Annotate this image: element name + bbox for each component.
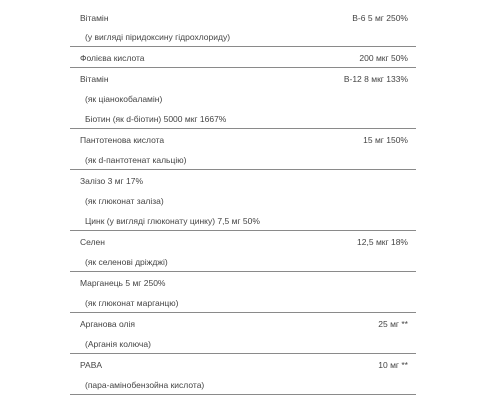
row-vitamin-b12 <box>70 68 416 129</box>
nutrient-amount: 10 мг ** <box>378 360 408 370</box>
row-pantothenic-acid <box>70 129 416 170</box>
nutrient-form: (як глюконат марганцю) <box>85 298 179 308</box>
nutrient-extra: Біотин (як d-біотин) 5000 мкг 1667% <box>85 114 227 124</box>
nutrient-amount: B-6 5 мг 250% <box>352 13 408 23</box>
row-line <box>70 190 416 210</box>
row-line <box>70 47 416 67</box>
row-line <box>70 333 416 353</box>
nutrient-form: (у вигляді піридоксину гідрохлориду) <box>85 32 231 42</box>
row-line <box>70 272 416 292</box>
nutrient-amount: 25 мг ** <box>378 319 408 329</box>
row-line <box>70 251 416 271</box>
row-argan-oil <box>70 313 416 354</box>
nutrient-name: Вітамін <box>80 74 109 84</box>
nutrient-form: (як ціанокобаламін) <box>85 94 163 104</box>
nutrient-form: (як глюконат заліза) <box>85 196 164 206</box>
nutrient-amount: 200 мкг 50% <box>359 53 408 63</box>
row-line <box>70 26 416 46</box>
row-line <box>70 68 416 88</box>
row-line <box>70 292 416 312</box>
nutrient-table <box>70 7 416 395</box>
row-line <box>70 374 416 394</box>
row-paba <box>70 354 416 395</box>
row-line <box>70 88 416 108</box>
nutrient-amount: B-12 8 мкг 133% <box>343 74 408 84</box>
row-iron-zinc <box>70 170 416 231</box>
nutrient-name: Залізо 3 мг 17% <box>80 176 144 186</box>
nutrient-extra: Цинк (у вигляді глюконату цинку) 7,5 мг 50% <box>85 216 260 226</box>
row-line <box>70 108 416 128</box>
row-selenium <box>70 231 416 272</box>
nutrient-form: (Арганія колюча) <box>85 339 151 349</box>
row-folic-acid <box>70 47 416 68</box>
nutrient-form: (як d-пантотенат кальцію) <box>85 155 187 165</box>
row-line <box>70 313 416 333</box>
nutrient-name: Пантотенова кислота <box>80 135 165 145</box>
row-manganese <box>70 272 416 313</box>
nutrient-name: PABA <box>80 360 103 370</box>
nutrient-name: Марганець 5 мг 250% <box>80 278 166 288</box>
row-line <box>70 170 416 190</box>
nutrient-name: Селен <box>80 237 105 247</box>
row-line <box>70 231 416 251</box>
nutrient-form: (пара-амінобензойна кислота) <box>85 380 205 390</box>
nutrient-name: Арганова олія <box>80 319 135 329</box>
nutrient-name: Вітамін <box>80 13 109 23</box>
row-line <box>70 149 416 169</box>
nutrient-name: Фолієва кислота <box>80 53 145 63</box>
row-line <box>70 129 416 149</box>
row-line <box>70 7 416 26</box>
nutrient-amount: 15 мг 150% <box>363 135 408 145</box>
row-vitamin-b6 <box>70 7 416 47</box>
row-line <box>70 354 416 374</box>
nutrient-amount: 12,5 мкг 18% <box>357 237 408 247</box>
row-line <box>70 210 416 230</box>
nutrient-form: (як селенові дріжджі) <box>85 257 168 267</box>
